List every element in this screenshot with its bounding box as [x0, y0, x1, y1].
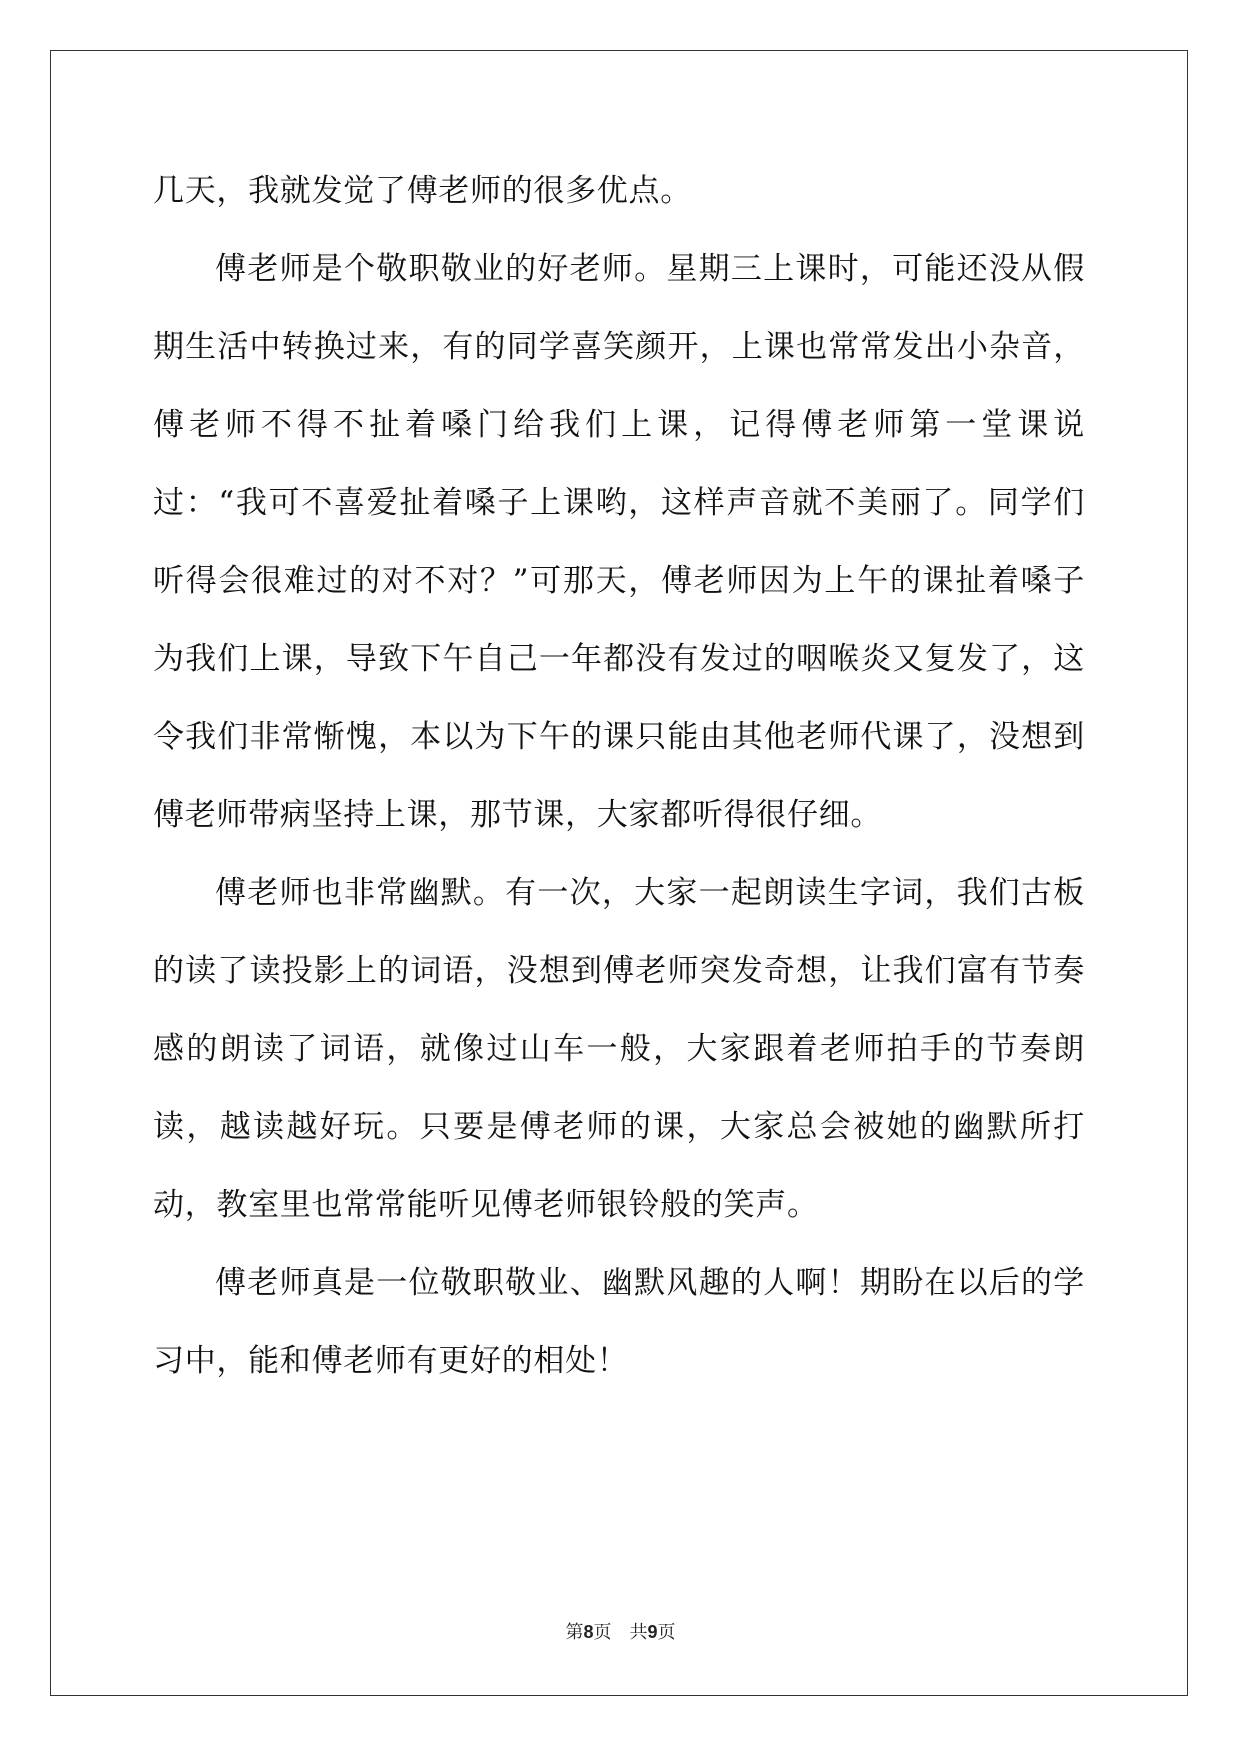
total-prefix: 共 — [629, 1622, 648, 1643]
total-suffix: 页 — [657, 1622, 676, 1643]
page-prefix: 第 — [565, 1622, 584, 1643]
paragraph-4: 傅老师真是一位敬职敬业、幽默风趣的人啊！期盼在以后的学习中，能和傅老师有更好的相处！ — [153, 1265, 1085, 1379]
page-suffix: 页 — [593, 1622, 612, 1643]
page-number: 8 — [583, 1622, 594, 1642]
total-pages: 9 — [647, 1622, 658, 1642]
page-footer — [0, 1620, 1241, 1645]
document-body — [153, 152, 1085, 1400]
paragraph-2: 傅老师是个敬职敬业的好老师。星期三上课时，可能还没从假期生活中转换过来，有的同学喜笑颜开，上课也常常发出小杂音，傅老师不得不扯着嗓门给我们上课，记得傅老师第一堂课说过：“我可不喜爱扯着嗓子上课哟，这样声音就不美丽了。同学们听得会很难过的对不对？”可那天，傅老师因为上午的课扯着嗓子为我们上课，导致下午自己一年都没有发过的咽喉炎又复发了，这令我们非常惭愧，本以为下午的课只能由其他老师代课了，没想到傅老师带病坚持上课，那节课，大家都听得很仔细。 — [153, 251, 1085, 833]
paragraph-1: 几天，我就发觉了傅老师的很多优点。 — [153, 173, 692, 209]
paragraph-3: 傅老师也非常幽默。有一次，大家一起朗读生字词，我们古板的读了读投影上的词语，没想到傅老师突发奇想，让我们富有节奏感的朗读了词语，就像过山车一般，大家跟着老师拍手的节奏朗读，越读越好玩。只要是傅老师的课，大家总会被她的幽默所打动，教室里也常常能听见傅老师银铃般的笑声。 — [153, 875, 1085, 1223]
